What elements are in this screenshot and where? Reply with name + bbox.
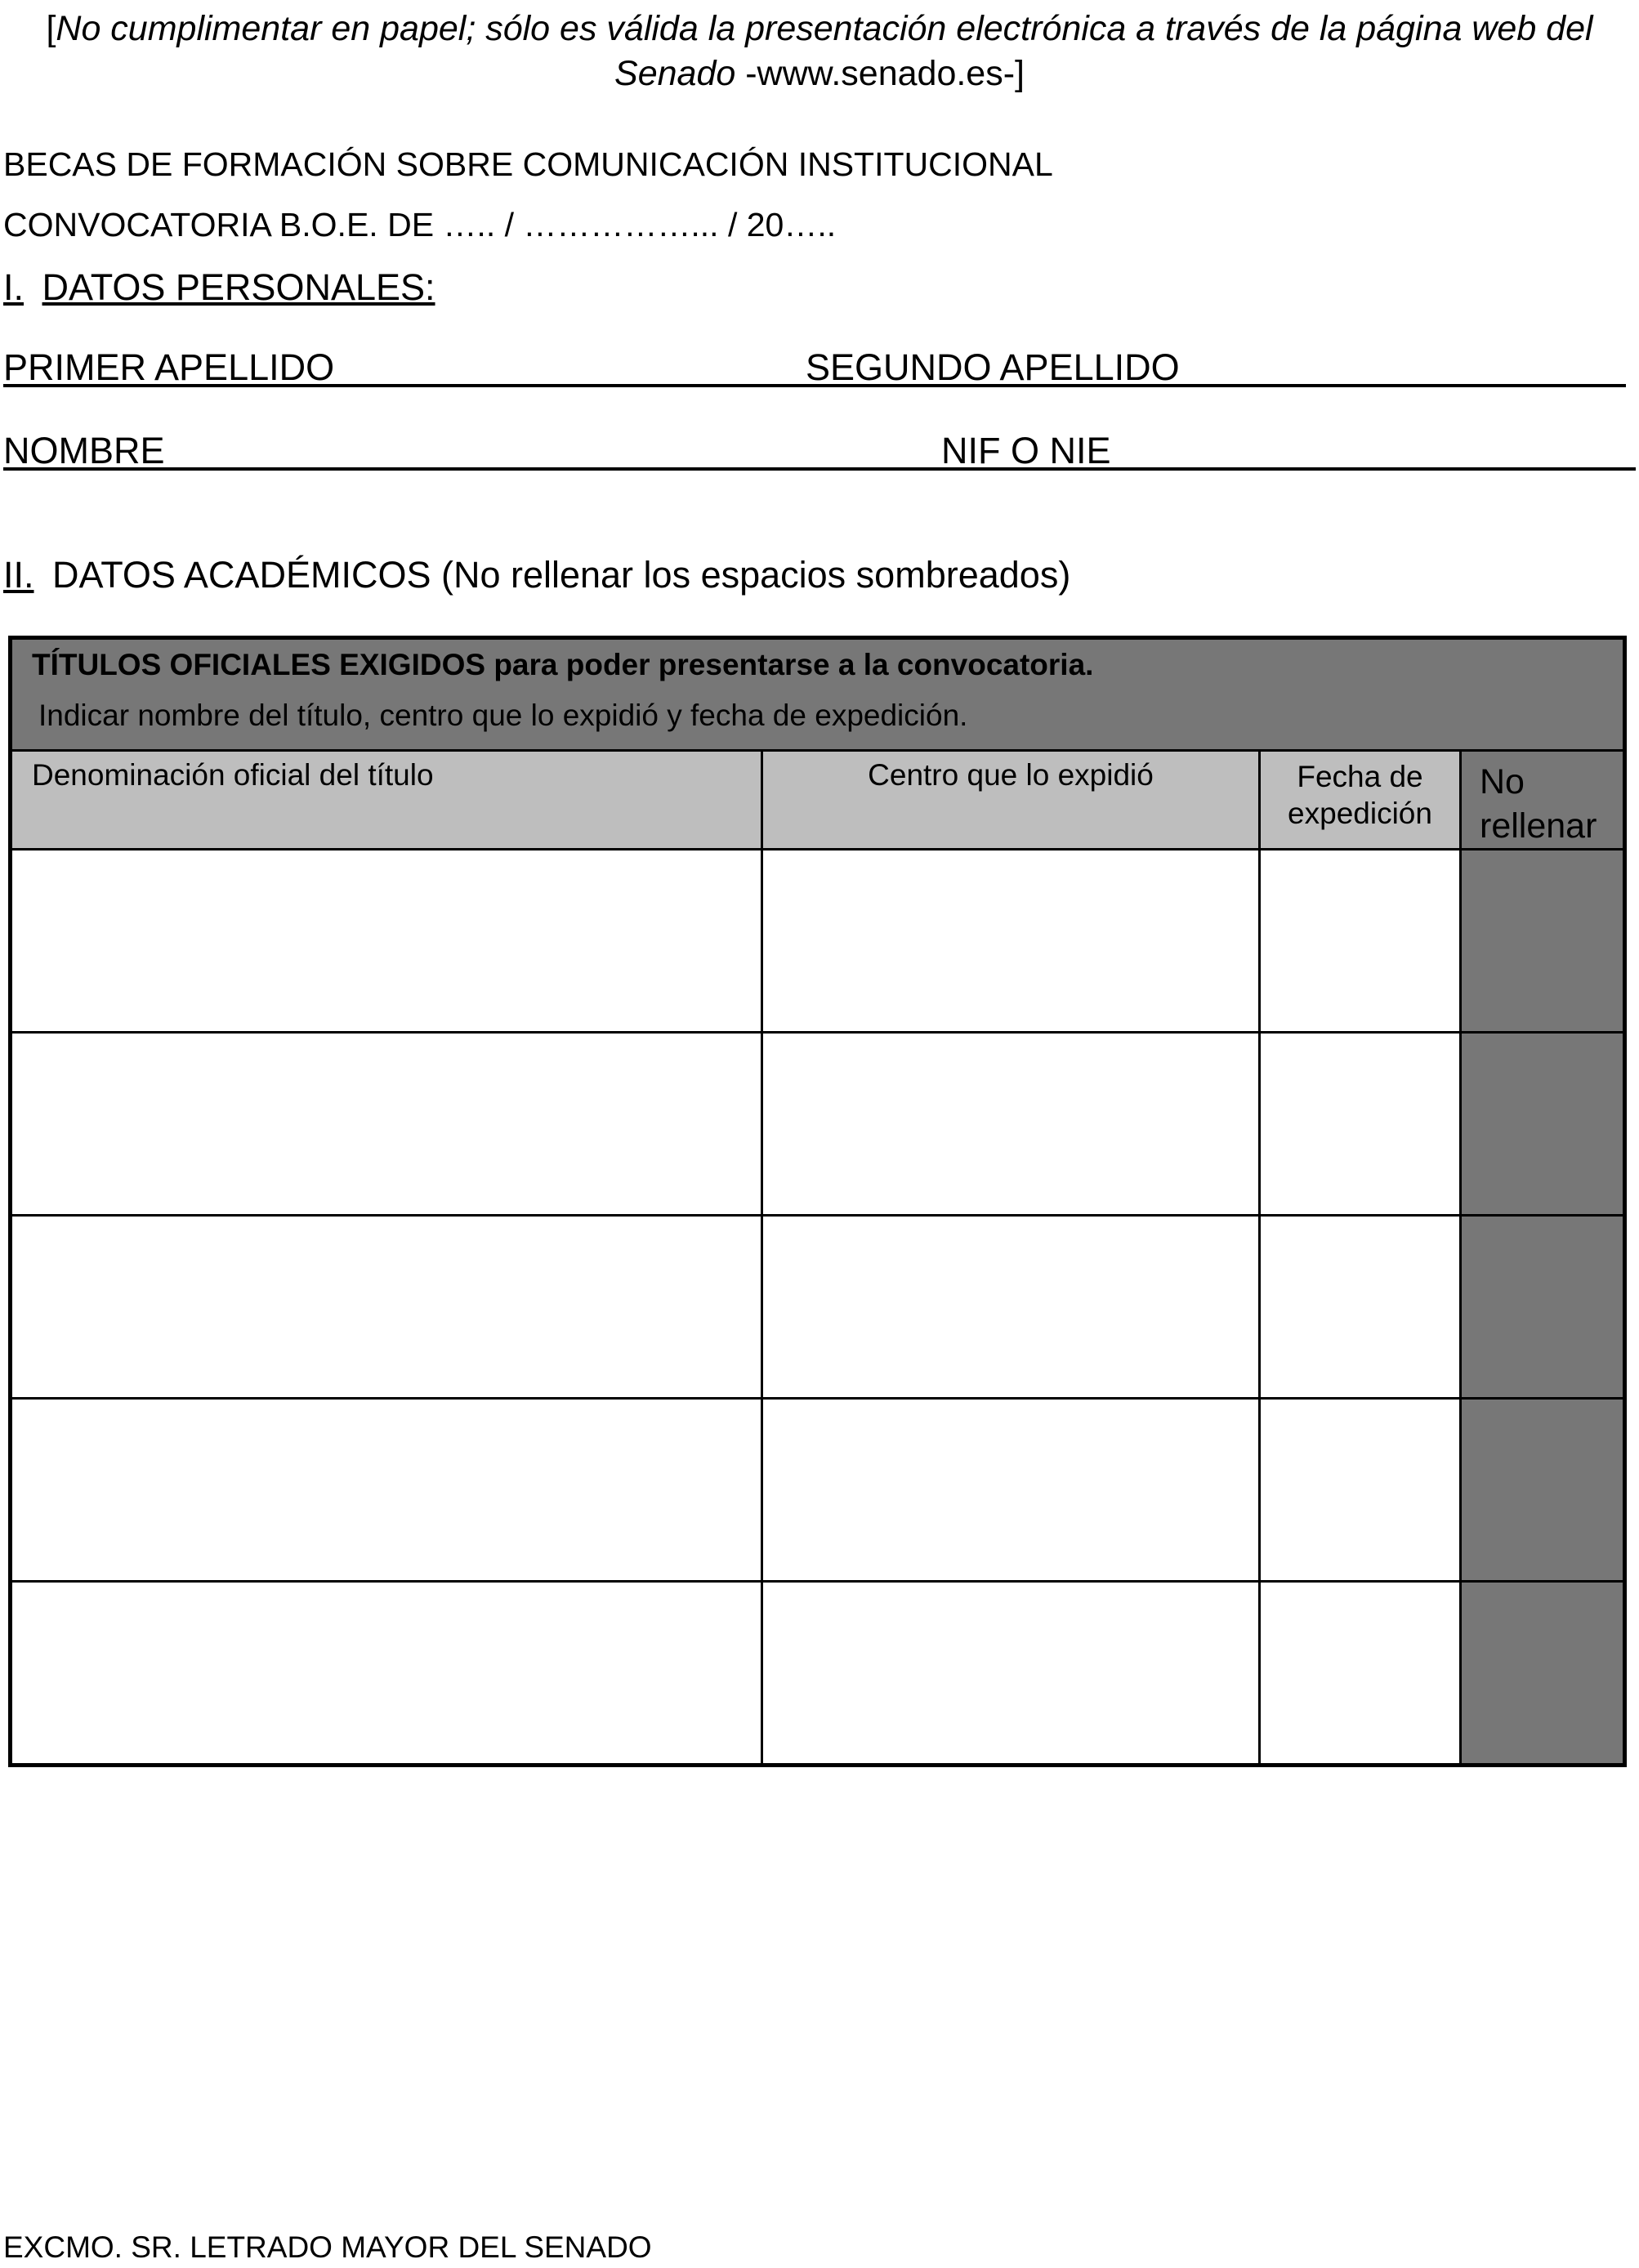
notice-italic-text: No cumplimentar en papel; sólo es válida la presentación electrónica a través de la página web del Senado [56,9,1593,93]
table-title-cell [11,638,1625,751]
nombre-nif-line[interactable] [3,467,1636,471]
table-row [11,1582,1625,1766]
fecha-cell[interactable] [1260,850,1461,1033]
column-header-denominacion: Denominación oficial del título [11,751,762,850]
centro-cell[interactable] [762,1582,1260,1766]
shaded-cell [1461,1216,1625,1399]
table-row [11,1399,1625,1582]
fecha-cell[interactable] [1260,1399,1461,1582]
shaded-cell [1461,1399,1625,1582]
denominacion-cell[interactable] [11,1033,762,1216]
table-row [11,850,1625,1033]
centro-cell[interactable] [762,1216,1260,1399]
table-row [11,1216,1625,1399]
section-number: I. [3,266,25,308]
column-header-no-rellenar: No rellenar [1461,751,1625,850]
denominacion-cell[interactable] [11,1582,762,1766]
section-title: DATOS ACADÉMICOS (No rellenar los espacios sombreados) [52,554,1071,596]
electronic-submission-notice [0,7,1639,96]
centro-cell[interactable] [762,1033,1260,1216]
nombre-label: NOMBRE [3,430,165,471]
table-title: TÍTULOS OFICIALES EXIGIDOS para poder presentarse a la convocatoria. [32,648,1094,681]
column-header-centro: Centro que lo expidió [762,751,1260,850]
table-row [11,1033,1625,1216]
section-academic-data-heading [3,554,1070,596]
segundo-apellido-label: SEGUNDO APELLIDO [806,346,1180,388]
fecha-cell[interactable] [1260,1216,1461,1399]
nif-label: NIF O NIE [941,430,1111,471]
fecha-cell[interactable] [1260,1582,1461,1766]
denominacion-cell[interactable] [11,1399,762,1582]
shaded-cell [1461,1033,1625,1216]
convocatoria-line: CONVOCATORIA B.O.E. DE ….. / ……………... / 20….. [3,206,837,243]
denominacion-cell[interactable] [11,1216,762,1399]
shaded-cell [1461,850,1625,1033]
fecha-cell[interactable] [1260,1033,1461,1216]
centro-cell[interactable] [762,850,1260,1033]
addressee-footer: EXCMO. SR. LETRADO MAYOR DEL SENADO [3,2230,652,2264]
column-header-fecha: Fecha de expedición [1260,751,1461,850]
section-title: DATOS PERSONALES: [42,266,435,308]
denominacion-cell[interactable] [11,850,762,1033]
primer-apellido-label: PRIMER APELLIDO [3,346,335,388]
table-instructions: Indicar nombre del título, centro que lo expidió y fecha de expedición. [38,699,968,732]
notice-website: -www.senado.es-] [735,54,1025,93]
official-degrees-table [8,636,1627,1767]
section-personal-data-heading [3,266,435,309]
centro-cell[interactable] [762,1399,1260,1582]
section-number: II. [3,554,34,596]
scholarship-title: BECAS DE FORMACIÓN SOBRE COMUNICACIÓN INSTITUCIONAL [3,145,1053,183]
shaded-cell [1461,1582,1625,1766]
notice-open-bracket: [ [46,9,56,48]
